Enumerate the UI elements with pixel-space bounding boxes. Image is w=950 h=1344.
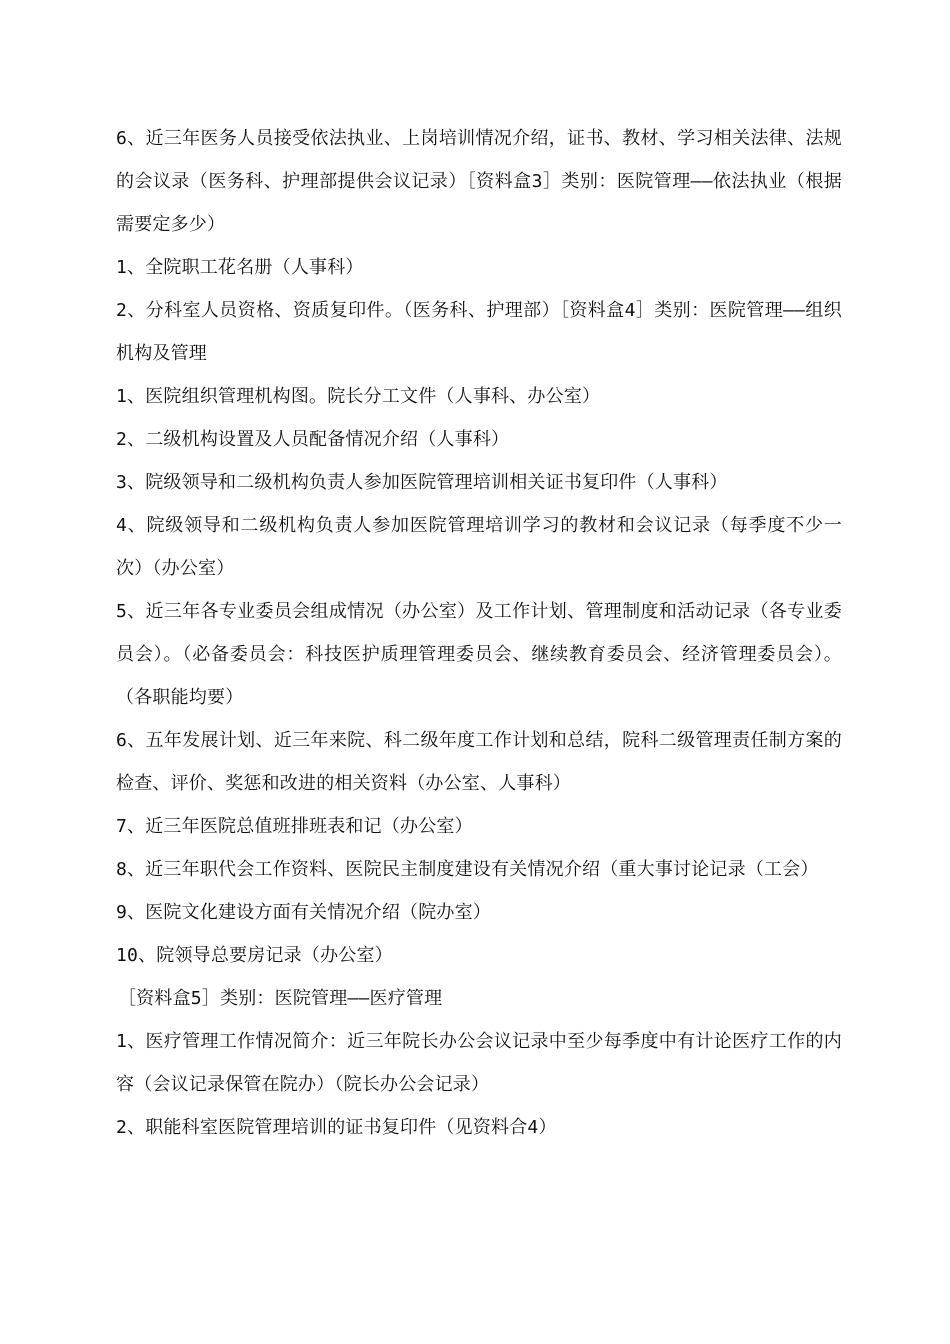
paragraph-11: 8、近三年职代会工作资料、医院民主制度建设有关情况介绍（重大事讨论记录（工会） xyxy=(116,859,819,880)
paragraph-9: 6、五年发展计划、近三年来院、科二级年度工作计划和总结，院科二级管理责任制方案的检查、评价、奖惩和改进的相关资料（办公室、人事科） xyxy=(116,730,842,794)
section-heading-box5: ［资料盒5］类别：医院管理——医疗管理 xyxy=(118,988,443,1009)
document-page xyxy=(116,117,842,1149)
paragraph-2: 1、全院职工花名册（人事科） xyxy=(116,257,364,278)
paragraph-10: 7、近三年医院总值班排班表和记（办公室） xyxy=(116,816,473,837)
paragraph-12: 9、医院文化建设方面有关情况介绍（院办室） xyxy=(116,902,492,923)
paragraph-15: 1、医疗管理工作情况简介：近三年院长办公会议记录中至少每季度中有计论医疗工作的内容（会议记录保管在院办）（院长办公会记录） xyxy=(116,1031,842,1095)
paragraph-1: 6、近三年医务人员接受依法执业、上岗培训情况介绍，证书、教材、学习相关法律、法规的会议录（医务科、护理部提供会议记录）［资料盒3］类别：医院管理——依法执业（根据需要定多少） xyxy=(116,128,842,235)
paragraph-7: 4、院级领导和二级机构负责人参加医院管理培训学习的教材和会议记录（每季度不少一次）（办公室） xyxy=(116,515,842,579)
paragraph-4: 1、医院组织管理机构图。院长分工文件（人事科、办公室） xyxy=(116,386,601,407)
paragraph-16: 2、职能科室医院管理培训的证书复印件（见资料合4） xyxy=(116,1117,557,1138)
paragraph-13: 10、院领导总要房记录（办公室） xyxy=(116,945,393,966)
paragraph-3: 2、分科室人员资格、资质复印件。（医务科、护理部）［资料盒4］类别：医院管理——组织机构及管理 xyxy=(116,300,842,364)
paragraph-5: 2、二级机构设置及人员配备情况介绍（人事科） xyxy=(116,429,510,450)
paragraph-8: 5、近三年各专业委员会组成情况（办公室）及工作计划、管理制度和活动记录（各专业委员会）。（必备委员会：科技医护质理管理委员会、继续教育委员会、经济管理委员会）。（各职能均要） xyxy=(116,601,842,708)
paragraph-6: 3、院级领导和二级机构负责人参加医院管理培训相关证书复印件（人事科） xyxy=(116,472,728,493)
